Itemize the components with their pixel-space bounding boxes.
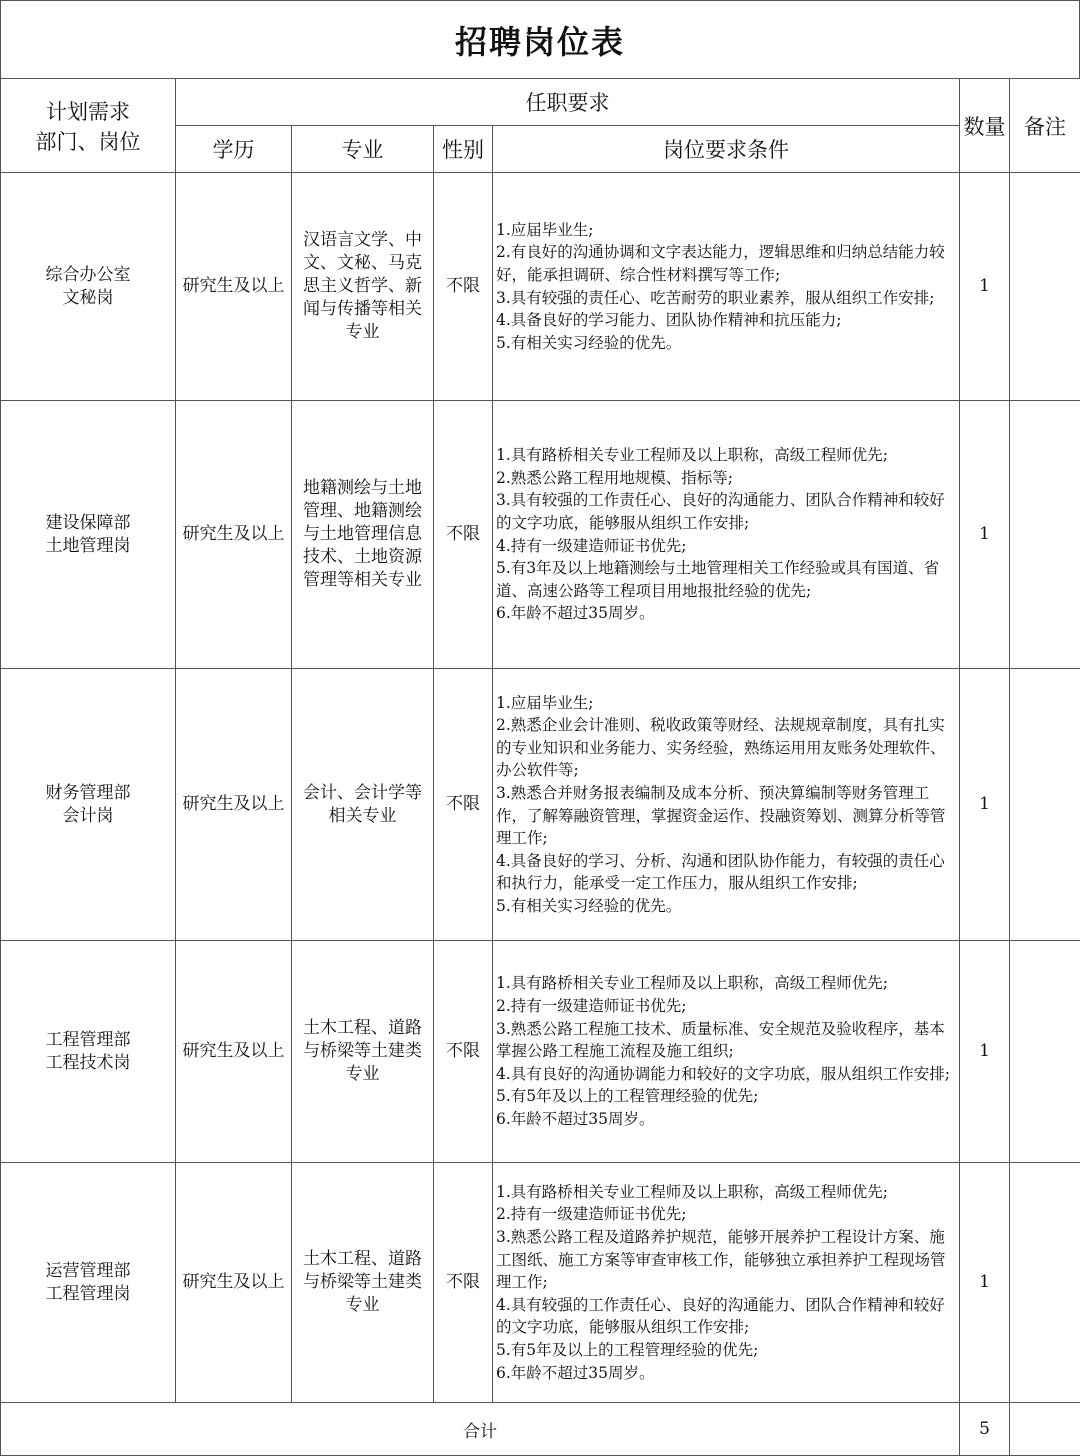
header-notes: 备注	[1010, 79, 1080, 173]
post-name: 工程管理岗	[45, 1283, 131, 1304]
dept-name: 财务管理部	[45, 782, 131, 803]
header-requirements: 任职要求	[176, 79, 960, 126]
dept-post-cell	[1, 669, 176, 941]
header-education: 学历	[176, 126, 292, 173]
count-cell: 1	[960, 401, 1010, 669]
conditions-cell	[493, 401, 960, 669]
condition-item: 2.持有一级建造师证书优先;	[496, 1205, 687, 1224]
conditions-cell	[493, 173, 960, 401]
dept-post-cell	[1, 941, 176, 1163]
major-cell: 土木工程、道路与桥梁等土建类专业	[292, 1163, 434, 1403]
header-gender: 性别	[434, 126, 493, 173]
note-cell	[1010, 173, 1080, 401]
title-bar	[0, 0, 1080, 78]
condition-item: 5.有5年及以上的工程管理经验的优先;	[496, 1087, 759, 1106]
dept-post-cell	[1, 401, 176, 669]
education-cell: 研究生及以上	[176, 401, 292, 669]
condition-item: 4.具备良好的学习、分析、沟通和团队协作能力，有较强的责任心和执行力，能承受一定工作压力，服从组织工作安排;	[496, 851, 945, 893]
conditions-list	[496, 972, 957, 1130]
note-cell	[1010, 1163, 1080, 1403]
major-cell: 土木工程、道路与桥梁等土建类专业	[292, 941, 434, 1163]
header-dept-line1: 计划需求	[46, 99, 130, 124]
condition-item: 6.年龄不超过35周岁。	[496, 1109, 655, 1128]
condition-item: 1.具有路桥相关专业工程师及以上职称，高级工程师优先;	[496, 446, 889, 465]
condition-item: 4.持有一级建造师证书优先;	[496, 536, 687, 555]
header-count: 数量	[960, 79, 1010, 173]
dept-name: 综合办公室	[45, 264, 131, 285]
dept-name: 运营管理部	[45, 1260, 131, 1281]
conditions-list	[496, 692, 957, 918]
condition-item: 2.熟悉公路工程用地规模、指标等;	[496, 468, 734, 487]
total-row	[1, 1403, 1080, 1456]
note-cell	[1010, 941, 1080, 1163]
condition-item: 6.年龄不超过35周岁。	[496, 604, 655, 623]
table-row	[1, 401, 1080, 669]
table-row	[1, 669, 1080, 941]
education-cell: 研究生及以上	[176, 1163, 292, 1403]
post-name: 会计岗	[62, 805, 114, 826]
conditions-cell	[493, 669, 960, 941]
header-row-1	[1, 79, 1080, 126]
dept-name: 建设保障部	[45, 512, 131, 533]
condition-item: 5.有相关实习经验的优先。	[496, 896, 682, 915]
condition-item: 5.有5年及以上的工程管理经验的优先;	[496, 1340, 759, 1359]
major-cell: 汉语言文学、中文、文秘、马克思主义哲学、新闻与传播等相关专业	[292, 173, 434, 401]
gender-cell: 不限	[434, 1163, 493, 1403]
condition-item: 1.应届毕业生;	[496, 693, 594, 712]
education-cell: 研究生及以上	[176, 669, 292, 941]
education-cell: 研究生及以上	[176, 173, 292, 401]
header-major: 专业	[292, 126, 434, 173]
gender-cell: 不限	[434, 669, 493, 941]
major-cell: 会计、会计学等相关专业	[292, 669, 434, 941]
dept-name: 工程管理部	[45, 1029, 131, 1050]
major-cell: 地籍测绘与土地管理、地籍测绘与土地管理信息技术、土地资源管理等相关专业	[292, 401, 434, 669]
note-cell	[1010, 669, 1080, 941]
dept-post-cell	[1, 173, 176, 401]
conditions-list	[496, 444, 957, 625]
post-name: 土地管理岗	[45, 535, 131, 556]
condition-item: 3.熟悉公路工程及道路养护规范，能够开展养护工程设计方案、施工图纸、施工方案等审查审核工作，能够独立承担养护工程现场管理工作;	[496, 1228, 946, 1292]
total-label: 合计	[1, 1403, 960, 1456]
count-cell: 1	[960, 1163, 1010, 1403]
condition-item: 2.持有一级建造师证书优先;	[496, 997, 687, 1016]
condition-item: 4.具有较强的工作责任心、良好的沟通能力、团队合作精神和较好的文字功底，能够服从组织工作安排;	[496, 1295, 945, 1337]
condition-item: 6.年龄不超过35周岁。	[496, 1363, 655, 1382]
condition-item: 5.有相关实习经验的优先。	[496, 333, 682, 352]
header-dept	[1, 79, 176, 173]
dept-post-cell	[1, 1163, 176, 1403]
note-cell	[1010, 401, 1080, 669]
table-row	[1, 941, 1080, 1163]
total-note-cell	[1010, 1403, 1080, 1456]
recruitment-table	[0, 78, 1080, 1456]
count-cell: 1	[960, 941, 1010, 1163]
post-name: 工程技术岗	[45, 1052, 131, 1073]
condition-item: 3.熟悉公路工程施工技术、质量标准、安全规范及验收程序，基本掌握公路工程施工流程及施工组织;	[496, 1019, 945, 1061]
gender-cell: 不限	[434, 401, 493, 669]
header-dept-line2: 部门、岗位	[35, 129, 141, 154]
condition-item: 2.有良好的沟通协调和文字表达能力，逻辑思维和归纳总结能力较好，能承担调研、综合性材料撰写等工作;	[496, 243, 945, 284]
condition-item: 4.具有良好的沟通协调能力和较好的文字功底，服从组织工作安排;	[496, 1064, 951, 1083]
condition-item: 1.具有路桥相关专业工程师及以上职称，高级工程师优先;	[496, 974, 889, 993]
post-name: 文秘岗	[62, 287, 114, 308]
condition-item: 1.应届毕业生;	[496, 220, 594, 239]
gender-cell: 不限	[434, 173, 493, 401]
conditions-list	[496, 219, 957, 355]
conditions-list	[496, 1181, 957, 1384]
education-cell: 研究生及以上	[176, 941, 292, 1163]
header-conditions: 岗位要求条件	[493, 126, 960, 173]
table-row	[1, 1163, 1080, 1403]
condition-item: 1.具有路桥相关专业工程师及以上职称，高级工程师优先;	[496, 1182, 889, 1201]
page-title: 招聘岗位表	[454, 22, 625, 61]
conditions-cell	[493, 1163, 960, 1403]
gender-cell: 不限	[434, 941, 493, 1163]
condition-item: 3.熟悉合并财务报表编制及成本分析、预决算编制等财务管理工作，了解筹融资管理，掌握资金运作、投融资筹划、测算分析等管理工作;	[496, 783, 946, 848]
count-cell: 1	[960, 669, 1010, 941]
condition-item: 4.具备良好的学习能力、团队协作精神和抗压能力;	[496, 311, 842, 330]
condition-item: 3.具有较强的责任心、吃苦耐劳的职业素养，服从组织工作安排;	[496, 288, 935, 307]
conditions-cell	[493, 941, 960, 1163]
condition-item: 3.具有较强的工作责任心、良好的沟通能力、团队合作精神和较好的文字功底，能够服从组织工作安排;	[496, 491, 945, 532]
table-row	[1, 173, 1080, 401]
total-count: 5	[960, 1403, 1010, 1456]
condition-item: 2.熟悉企业会计准则、税收政策等财经、法规规章制度，具有扎实的专业知识和业务能力、实务经验，熟练运用用友账务处理软件、办公软件等;	[496, 716, 946, 780]
condition-item: 5.有3年及以上地籍测绘与土地管理相关工作经验或具有国道、省道、高速公路等工程项目用地报批经验的优先;	[496, 559, 940, 600]
count-cell: 1	[960, 173, 1010, 401]
